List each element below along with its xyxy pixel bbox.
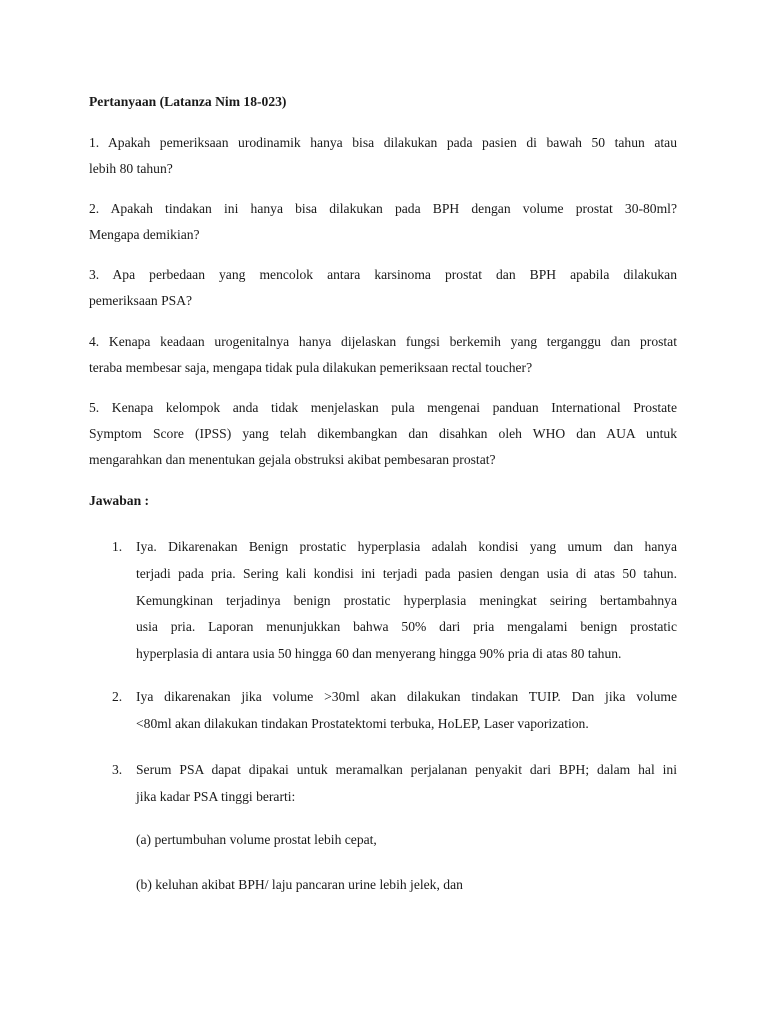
question-1-line-2: lebih 80 tahun? — [89, 161, 173, 176]
sub-item-a: (a) pertumbuhan volume prostat lebih cepat, — [136, 832, 377, 847]
question-5 — [89, 395, 677, 473]
question-5-line-2: Symptom Score (IPSS) yang telah dikembangkan dan disahkan oleh WHO dan AUA untuk — [89, 426, 677, 441]
answer-2-line-2: <80ml akan dilakukan tindakan Prostatektomi terbuka, HoLEP, Laser vaporization. — [136, 715, 589, 731]
answer-3-line-1: Serum PSA dapat dipakai untuk meramalkan perjalanan penyakit dari BPH; dalam hal ini — [136, 762, 677, 777]
question-5-line-3: mengarahkan dan menentukan gejala obstruksi akibat pembesaran prostat? — [89, 452, 496, 467]
question-2-line-1: 2. Apakah tindakan ini hanya bisa dilakukan pada BPH dengan volume prostat 30-80ml? — [89, 201, 677, 216]
question-2 — [89, 196, 677, 248]
answer-2 — [136, 684, 677, 738]
answer-3-number: 3. — [112, 762, 123, 777]
page-heading: Pertanyaan (Latanza Nim 18-023) — [89, 94, 287, 109]
answer-1-number: 1. — [112, 539, 123, 554]
question-1-line-1: 1. Apakah pemeriksaan urodinamik hanya bisa dilakukan pada pasien di bawah 50 tahun atau — [89, 135, 677, 150]
answer-1-line-5: hyperplasia di antara usia 50 hingga 60 dan menyerang hingga 90% pria di atas 80 tahun. — [136, 646, 622, 662]
question-1 — [89, 130, 677, 182]
question-3-line-2: pemeriksaan PSA? — [89, 293, 193, 308]
answer-2-line-1: Iya dikarenakan jika volume >30ml akan dilakukan tindakan TUIP. Dan jika volume — [136, 689, 677, 704]
answers-heading: Jawaban : — [89, 493, 150, 508]
question-4 — [89, 329, 677, 381]
answer-3-line-2: jika kadar PSA tinggi berarti: — [136, 788, 296, 804]
answer-1-line-4: usia pria. Laporan menunjukkan bahwa 50% dari pria mengalami benign prostatic — [136, 619, 677, 635]
question-3 — [89, 262, 677, 314]
question-3-line-1: 3. Apa perbedaan yang mencolok antara karsinoma prostat dan BPH apabila dilakukan — [89, 267, 677, 282]
question-4-line-2: teraba membesar saja, mengapa tidak pula dilakukan pemeriksaan rectal toucher? — [89, 360, 533, 375]
answer-2-number: 2. — [112, 689, 123, 704]
question-4-line-1: 4. Kenapa keadaan urogenitalnya hanya dijelaskan fungsi berkemih yang terganggu dan prostat — [89, 334, 677, 349]
answer-1 — [136, 534, 677, 668]
answer-1-line-1: Iya. Dikarenakan Benign prostatic hyperplasia adalah kondisi yang umum dan hanya — [136, 539, 677, 554]
answer-1-line-2: terjadi pada pria. Sering kali kondisi ini terjadi pada pasien dengan usia di atas 50 tahun. — [136, 565, 677, 581]
answer-1-line-3: Kemungkinan terjadinya benign prostatic hyperplasia meningkat seiring bertambahnya — [136, 592, 677, 608]
answer-3 — [136, 757, 677, 811]
question-2-line-2: Mengapa demikian? — [89, 227, 200, 242]
sub-item-b: (b) keluhan akibat BPH/ laju pancaran urine lebih jelek, dan — [136, 877, 463, 892]
question-5-line-1: 5. Kenapa kelompok anda tidak menjelaskan pula mengenai panduan International Prostate — [89, 400, 677, 415]
